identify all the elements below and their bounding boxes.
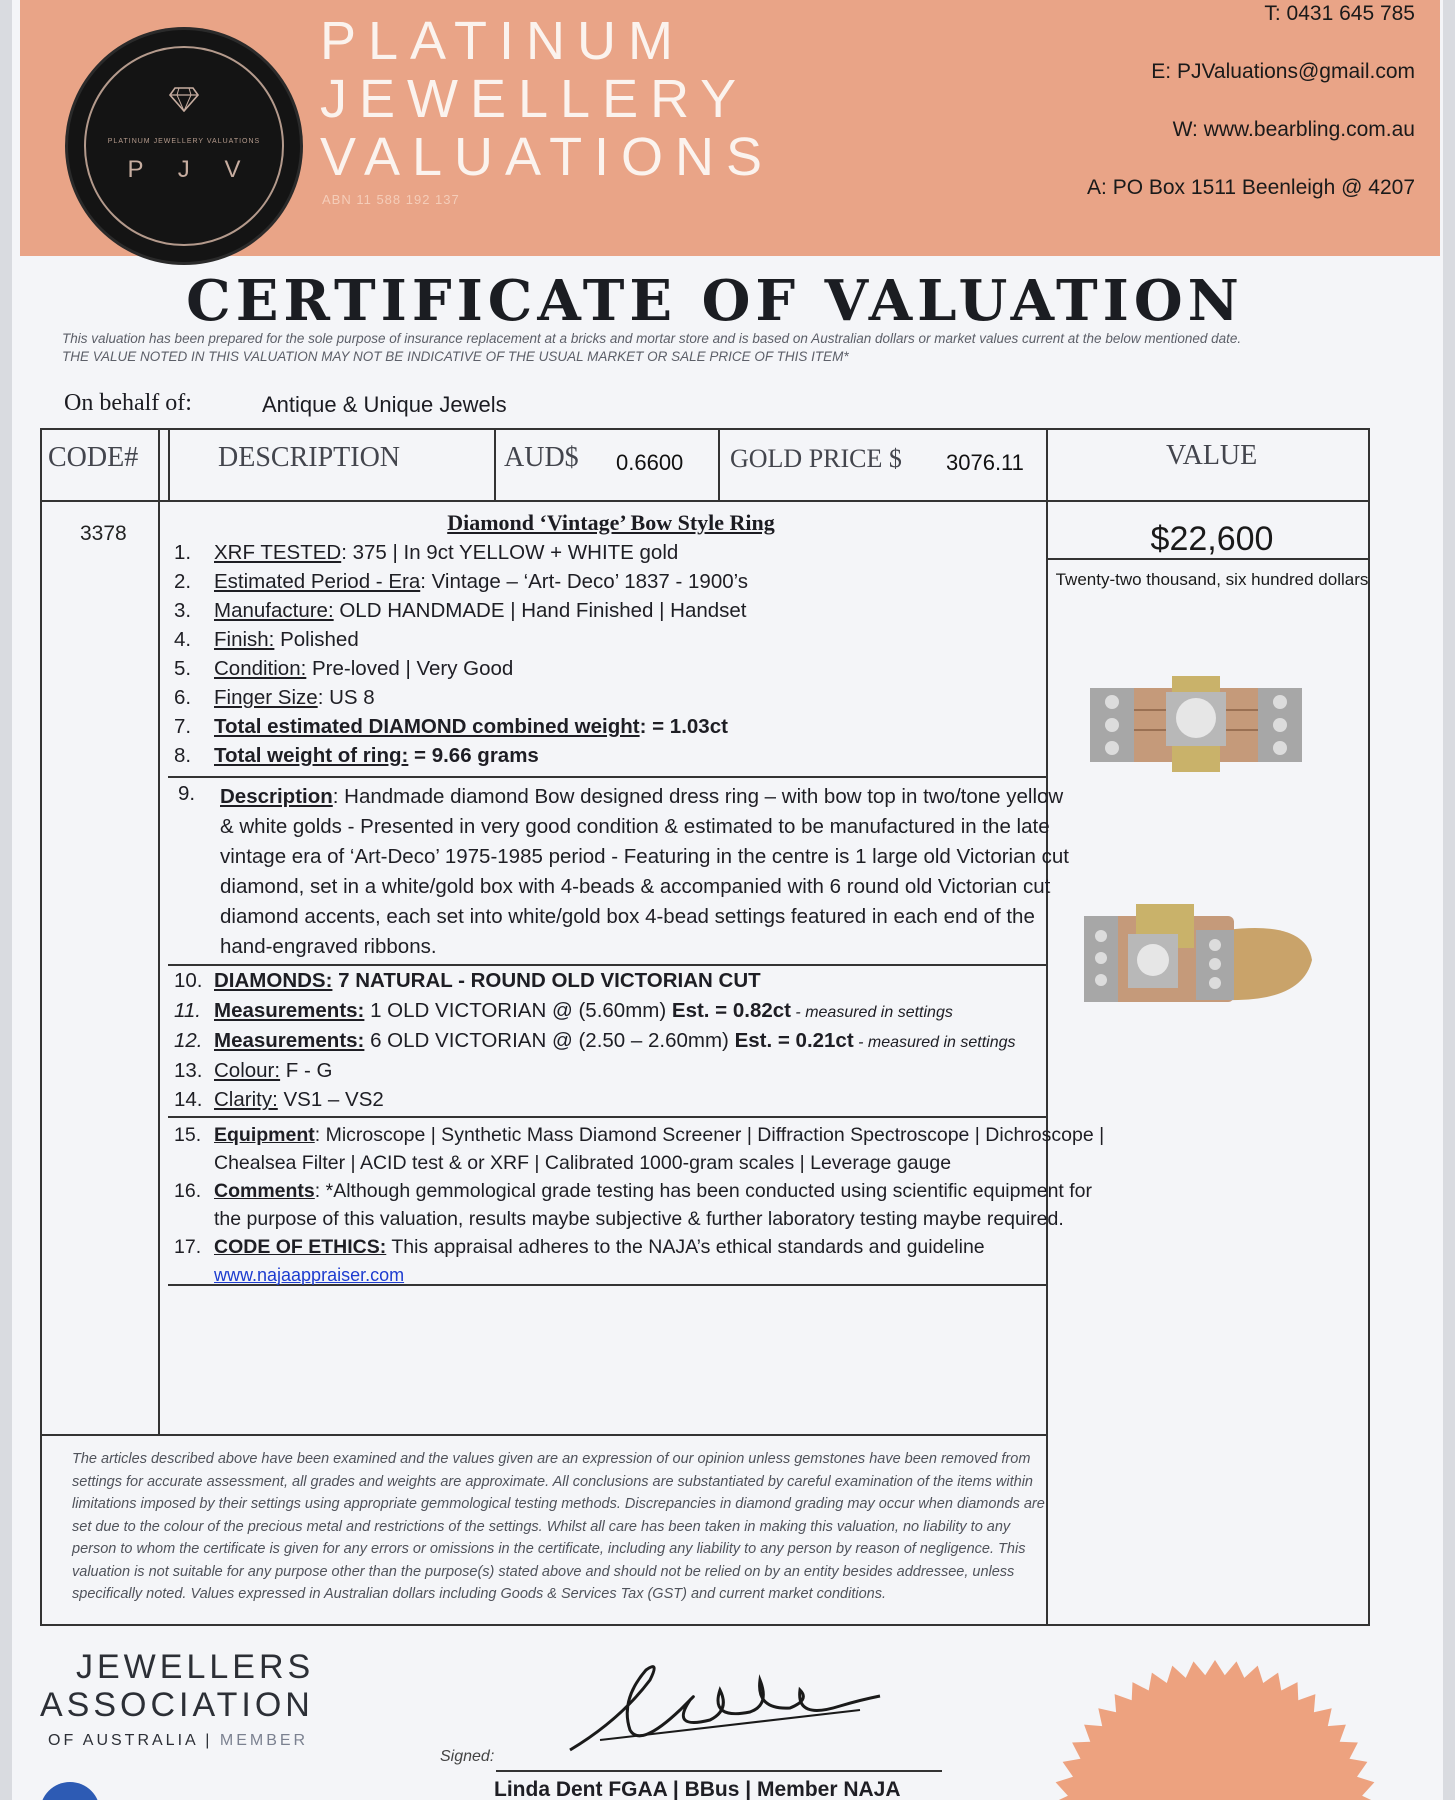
- diamond-text: F - G: [280, 1059, 333, 1082]
- extra-text: : Microscope | Synthetic Mass Diamond Screener | Diffraction Spectroscope | Dichroscope |: [314, 1124, 1105, 1146]
- spec-label: Manufacture:: [214, 599, 334, 622]
- item-title: Diamond ‘Vintage’ Bow Style Ring: [447, 510, 775, 535]
- diamond-line: [174, 1028, 1084, 1056]
- spec-text: Pre-loved | Very Good: [306, 657, 514, 680]
- item-code: 3378: [80, 522, 127, 545]
- address: A: PO Box 1511 Beenleigh @ 4207: [1087, 176, 1415, 199]
- spec-line: [174, 714, 1084, 740]
- line-number: 6.: [174, 686, 192, 709]
- behalf-label: On behalf of:: [64, 390, 192, 416]
- spec-text: Polished: [274, 628, 359, 651]
- line-number: 4.: [174, 628, 192, 651]
- diamond-line: [174, 1087, 1084, 1113]
- diamond-label: Clarity:: [214, 1088, 278, 1111]
- aud-header: AUD$: [504, 442, 579, 473]
- extra-label: Equipment: [214, 1124, 315, 1146]
- certificate-title: CERTIFICATE OF VALUATION: [186, 268, 1244, 334]
- diamond-line: [174, 998, 1084, 1026]
- disclaimer: [62, 330, 1382, 366]
- association-member: MEMBER: [219, 1732, 309, 1749]
- orange-seal: [1050, 1660, 1380, 1800]
- logo-small-text: PLATINUM JEWELLERY VALUATIONS: [107, 138, 261, 145]
- phone: T: 0431 645 785: [1264, 2, 1415, 25]
- section-rule: [168, 1116, 1048, 1118]
- line-number: 3.: [174, 599, 192, 622]
- line-number: 9.: [178, 782, 196, 805]
- valuation-words: Twenty-two thousand, six hundred dollars: [1055, 570, 1369, 589]
- aud-value: 0.6600: [616, 450, 684, 475]
- diamond-label: Colour:: [214, 1059, 281, 1082]
- extra-line-cont: Chealsea Filter | ACID test & or XRF | Calibrated 1000-gram scales | Leverage gauge: [214, 1152, 952, 1174]
- line-number: 7.: [174, 715, 192, 738]
- extra-line: [174, 1178, 1093, 1204]
- signature-line: [496, 1770, 942, 1772]
- line-number: 12.: [174, 1029, 203, 1052]
- behalf-name: Antique & Unique Jewels: [262, 392, 507, 417]
- line-number: 14.: [174, 1088, 203, 1111]
- diamond-estimate: Est. = 0.82ct: [671, 999, 791, 1022]
- signed-label: Signed:: [440, 1748, 495, 1765]
- spec-line: [174, 540, 1084, 566]
- naja-link[interactable]: www.najaappraiser.com: [214, 1265, 405, 1285]
- gold-price-value: 3076.11: [946, 450, 1024, 475]
- code-header: CODE#: [48, 442, 139, 473]
- ring-photo-side: [1076, 890, 1316, 1020]
- abn-number: ABN 11 588 192 137: [322, 192, 460, 207]
- diamond-estimate: Est. = 0.21ct: [734, 1029, 854, 1052]
- extra-label: Comments: [214, 1180, 315, 1202]
- spec-text: = 9.66 grams: [408, 744, 539, 767]
- spec-text: : Vintage – ‘Art- Deco’ 1837 - 1900’s: [420, 570, 749, 593]
- spec-text: OLD HANDMADE | Hand Finished | Handset: [333, 599, 747, 622]
- fine-print-rule: [42, 1434, 1048, 1436]
- spec-label: Total estimated DIAMOND combined weight: [214, 715, 640, 738]
- brand-line: VALUATIONS: [320, 127, 775, 187]
- line-number: 17.: [174, 1236, 202, 1258]
- spec-text: : = 1.03ct: [639, 715, 728, 738]
- line-number: 2.: [174, 570, 192, 593]
- spec-label: Estimated Period - Era: [214, 570, 421, 593]
- spec-label: Finger Size: [214, 686, 318, 709]
- line-number: 11.: [174, 999, 201, 1022]
- spec-line: [174, 685, 1084, 711]
- aud-column-rule: [494, 430, 496, 500]
- description-header: DESCRIPTION: [218, 442, 401, 473]
- code-column-rule-top: [168, 430, 170, 500]
- spec-text: : 375 | In 9ct YELLOW + WHITE gold: [341, 541, 679, 564]
- ring-photo-front: [1076, 658, 1316, 788]
- signer-name: Linda Dent FGAA | BBus | Member NAJA: [494, 1778, 901, 1800]
- line-number: 5.: [174, 657, 192, 680]
- gold-column-rule: [718, 430, 720, 500]
- valuation-table: [40, 428, 1370, 1626]
- diamond-note: - measured in settings: [790, 1004, 953, 1021]
- diamond-text: 1 OLD VICTORIAN @ (5.60mm): [364, 999, 672, 1022]
- line-number: 15.: [174, 1124, 202, 1146]
- logo-ring: [84, 46, 284, 246]
- brand-line: JEWELLERY: [320, 69, 749, 129]
- signature-image: [560, 1650, 890, 1760]
- spec-text: : US 8: [317, 686, 375, 709]
- line-number: 10.: [174, 969, 203, 992]
- disclaimer-line: This valuation has been prepared for the sole purpose of insurance replacement at a bricks and mortar store and is based on Australian dollars or market values current at the below mentioned date.: [62, 331, 1242, 346]
- spec-label: Total weight of ring:: [214, 744, 409, 767]
- diamond-label: Measurements:: [214, 999, 365, 1022]
- extra-text: This appraisal adheres to the NAJA’s ethical standards and guideline: [386, 1236, 985, 1258]
- spec-line: [174, 627, 1084, 653]
- section-rule: [168, 776, 1048, 778]
- diamond-label: DIAMONDS:: [214, 969, 333, 992]
- value-header: VALUE: [1166, 440, 1258, 471]
- logo-monogram: P J V: [127, 156, 255, 183]
- code-column-rule: [158, 430, 160, 1434]
- spec-label: Finish:: [214, 628, 275, 651]
- pjv-logo: [68, 30, 300, 262]
- line-number: 8.: [174, 744, 192, 767]
- diamond-text: 6 OLD VICTORIAN @ (2.50 – 2.60mm): [364, 1029, 735, 1052]
- diamond-line: [174, 1058, 1084, 1084]
- diamond-line: [174, 968, 1084, 994]
- website: W: www.bearbling.com.au: [1172, 118, 1415, 141]
- diamond-text: VS1 – VS2: [277, 1088, 384, 1111]
- diamond-note: - measured in settings: [853, 1034, 1016, 1051]
- description-label: Description: [220, 785, 333, 808]
- extra-line: [174, 1122, 1105, 1148]
- extra-line-cont: the purpose of this valuation, results maybe subjective & further laboratory testing maybe required.: [214, 1208, 1064, 1230]
- spec-label: Condition:: [214, 657, 307, 680]
- header-rule: [42, 500, 1368, 502]
- extra-label: CODE OF ETHICS:: [214, 1236, 387, 1258]
- extra-line: [174, 1234, 1084, 1260]
- email: E: PJValuations@gmail.com: [1151, 60, 1415, 83]
- diamond-label: Measurements:: [214, 1029, 365, 1052]
- association-country: OF AUSTRALIA |: [48, 1732, 220, 1749]
- spec-line: [174, 598, 1084, 624]
- line-number: 13.: [174, 1059, 203, 1082]
- extra-text: : *Although gemmological grade testing has been conducted using scientific equipment for: [314, 1180, 1093, 1202]
- spec-line: [174, 569, 1084, 595]
- item-description: [220, 782, 1080, 962]
- disclaimer-line: THE VALUE NOTED IN THIS VALUATION MAY NOT BE INDICATIVE OF THE USUAL MARKET OR SALE PRICE OF THIS ITEM*: [62, 349, 849, 364]
- association-line: JEWELLERS: [76, 1648, 315, 1686]
- spec-label: XRF TESTED: [214, 541, 342, 564]
- diamond-icon: [169, 86, 199, 112]
- association-member-line: [40, 1732, 314, 1750]
- line-number: 16.: [174, 1180, 202, 1202]
- brand-line: PLATINUM: [320, 11, 686, 71]
- spec-line: [174, 656, 1084, 682]
- line-number: 1.: [174, 541, 192, 564]
- section-rule: [168, 964, 1048, 966]
- association-line: ASSOCIATION: [40, 1686, 314, 1724]
- jewellers-association-logo: [40, 1648, 314, 1750]
- spec-line: [174, 743, 1084, 769]
- diamond-text: 7 NATURAL - ROUND OLD VICTORIAN CUT: [332, 969, 761, 992]
- valuation-amount: $22,600: [1150, 520, 1274, 558]
- gold-price-header: GOLD PRICE $: [730, 444, 902, 473]
- description-text: : Handmade diamond Bow designed dress ring – with bow top in two/tone yellow & white golds - Presented in very good condition & estimated to be manufactured in the late vintage era of ‘Art-Deco’ 1975-1985 period - Featuring in the centre is 1 large old Victorian cut diamond, set in a white/gold box with 4-beads & accompanied with 6 round old Victorian cut diamond accents, each set into white/gold box 4-bead settings featured in each end of the hand-engraved ribbons.: [220, 785, 1069, 958]
- brand-name: [320, 12, 774, 186]
- fine-print: The articles described above have been examined and the values given are an expression of our opinion unless gemstones have been removed from settings for accurate assessment, all grades and weights are approximate. All conclusions are substantiated by careful examination of the items within limitations imposed by their settings using appropriate gemmological testing methods. Discrepancies in diamond grading may occur when diamonds are set due to the colour of the precious metal and restrictions of the settings. Whilst all care has been taken in making this valuation, no liability to any person to whom the certificate is given for any errors or omissions in the certificate, including any liability to any person by reason of negligence. This valuation is not suitable for any purpose other than the purpose(s) stated above and should not be relied on by an entity besides addressee, unless specifically noted. Values expressed in Australian dollars including Goods & Services Tax (GST) and current market conditions.: [72, 1451, 1045, 1602]
